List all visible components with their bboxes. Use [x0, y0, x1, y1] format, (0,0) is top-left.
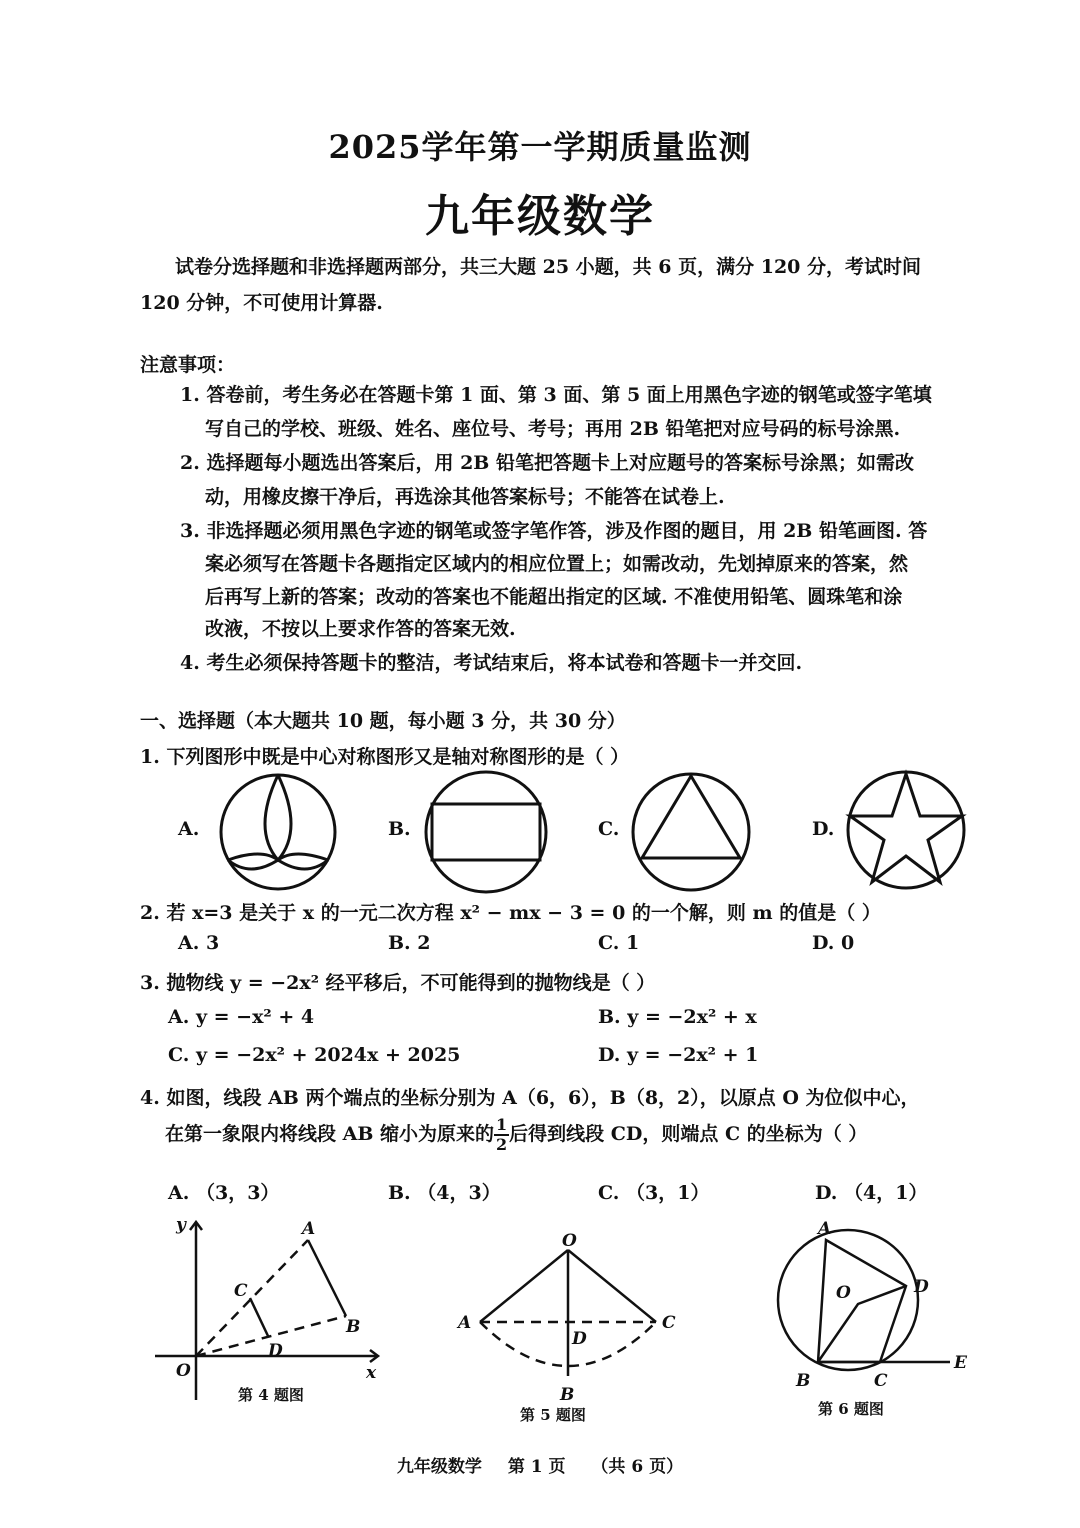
- fig4-label-b: B: [346, 1317, 361, 1337]
- q4-stem-line-1: 4. 如图，线段 AB 两个端点的坐标分别为 A（6，6），B（8，2），以原点 O 为位似中心，: [140, 1087, 920, 1109]
- q2-option-d: D. 0: [812, 932, 855, 954]
- q1-stem: 1. 下列图形中既是中心对称图形又是轴对称图形的是（ ）: [140, 746, 630, 768]
- fig5-label-a: A: [458, 1313, 472, 1333]
- fig6-label-e: E: [954, 1353, 967, 1373]
- fig5-label-d: D: [572, 1329, 587, 1349]
- q1-option-c: C.: [598, 818, 620, 840]
- fig6-caption: 第 6 题图: [818, 1400, 884, 1418]
- q4-stem-line-2: [165, 1116, 867, 1154]
- intro-line-1: 试卷分选择题和非选择题两部分，共三大题 25 小题，共 6 页，满分 120 分，考试时间: [175, 256, 922, 278]
- fig6-label-d: D: [914, 1277, 929, 1297]
- figure-6: [778, 1230, 950, 1370]
- segment-cd: [250, 1298, 268, 1336]
- fig4-label-a: A: [302, 1219, 316, 1239]
- q1-option-b: B.: [388, 818, 411, 840]
- segment-oa: [196, 1240, 308, 1356]
- note-line: 3. 非选择题必须用黑色字迹的钢笔或签字笔作答，涉及作图的题目，用 2B 铅笔画图. 答: [180, 520, 928, 542]
- fig6-label-b: B: [796, 1371, 811, 1391]
- segment-ab: [308, 1240, 346, 1316]
- q3-stem: 3. 抛物线 y = −2x² 经平移后，不可能得到的抛物线是（ ）: [140, 972, 656, 994]
- q2-option-b: B. 2: [388, 932, 431, 954]
- exam-title: 2025学年第一学期质量监测: [328, 128, 752, 166]
- fig5-label-o: O: [562, 1231, 577, 1251]
- q1-option-d: D.: [812, 818, 835, 840]
- fig6-label-a: A: [818, 1219, 832, 1239]
- note-line: 后再写上新的答案；改动的答案也不能超出指定的区域. 不准使用铅笔、圆珠笔和涂: [205, 586, 903, 608]
- q1-figure-c: [633, 774, 749, 890]
- fig4-caption: 第 4 题图: [238, 1386, 304, 1404]
- fig6-label-c: C: [874, 1371, 888, 1391]
- q1-figure-b: [426, 772, 546, 892]
- note-line: 写自己的学校、班级、姓名、座位号、考号；再用 2B 铅笔把对应号码的标号涂黑.: [205, 418, 901, 440]
- q4-option-c: C. （3，1）: [598, 1182, 710, 1204]
- q3-option-b: B. y = −2x² + x: [598, 1006, 757, 1028]
- q4-stem-part-b: 后得到线段 CD，则端点 C 的坐标为（ ）: [509, 1123, 868, 1145]
- fig4-label-x: x: [366, 1363, 377, 1383]
- q1-figure-a: [221, 775, 335, 889]
- segment-oc: [568, 1250, 656, 1322]
- note-line: 改液，不按以上要求作答的答案无效.: [205, 618, 516, 640]
- fig5-label-c: C: [662, 1313, 676, 1333]
- fig4-label-c: C: [234, 1281, 248, 1301]
- figure-5: [480, 1250, 656, 1376]
- note-line: 动，用橡皮擦干净后，再选涂其他答案标号；不能答在试卷上.: [205, 486, 725, 508]
- page-footer: [0, 1452, 1080, 1477]
- note-line: 4. 考生必须保持答题卡的整洁，考试结束后，将本试卷和答题卡一并交回.: [180, 652, 803, 674]
- footer-subject: 九年级数学: [396, 1457, 482, 1477]
- fig6-label-o: O: [836, 1283, 851, 1303]
- q4-option-a: A. （3，3）: [168, 1182, 280, 1204]
- fig4-label-d: D: [268, 1341, 283, 1361]
- fraction-numerator: 1: [496, 1115, 508, 1134]
- segment-oa: [480, 1250, 568, 1322]
- q2-stem: 2. 若 x=3 是关于 x 的一元二次方程 x² − mx − 3 = 0 的一个解，则 m 的值是（ ）: [140, 902, 881, 924]
- q4-stem-part-a: 在第一象限内将线段 AB 缩小为原来的: [165, 1123, 495, 1145]
- fig5-label-b: B: [560, 1385, 575, 1405]
- section-heading: 一、选择题（本大题共 10 题，每小题 3 分，共 30 分）: [140, 710, 626, 732]
- fig5-caption: 第 5 题图: [520, 1406, 586, 1424]
- q1-figures: [0, 760, 1080, 900]
- note-line: 案必须写在答题卡各题指定区域内的相应位置上；如需改动，先划掉原来的答案，然: [205, 553, 909, 575]
- q1-figure-d: [848, 772, 964, 888]
- fig4-label-o: O: [176, 1361, 191, 1381]
- subject-title: 九年级数学: [425, 191, 655, 242]
- intro-line-2: 120 分钟，不可使用计算器.: [140, 292, 383, 314]
- fraction: [494, 1116, 509, 1154]
- fig4-label-y: y: [176, 1215, 186, 1235]
- note-line: 1. 答卷前，考生务必在答题卡第 1 面、第 3 面、第 5 面上用黑色字迹的钢笔或签字笔填: [180, 384, 932, 406]
- q2-option-c: C. 1: [598, 932, 640, 954]
- q4-option-b: B. （4，3）: [388, 1182, 501, 1204]
- footer-page: 第 1 页: [507, 1457, 566, 1477]
- q4-option-d: D. （4，1）: [815, 1182, 928, 1204]
- note-line: 2. 选择题每小题选出答案后，用 2B 铅笔把答题卡上对应题号的答案标号涂黑；如需改: [180, 452, 914, 474]
- footer-total: （共 6 页）: [591, 1457, 684, 1477]
- q2-option-a: A. 3: [178, 932, 220, 954]
- q3-option-c: C. y = −2x² + 2024x + 2025: [168, 1044, 461, 1066]
- fraction-denominator: 2: [496, 1135, 508, 1154]
- notes-heading: 注意事项：: [140, 354, 236, 376]
- q3-option-a: A. y = −x² + 4: [168, 1006, 315, 1028]
- q1-option-a: A.: [178, 818, 200, 840]
- q3-option-d: D. y = −2x² + 1: [598, 1044, 759, 1066]
- figures-row: [0, 1210, 1080, 1425]
